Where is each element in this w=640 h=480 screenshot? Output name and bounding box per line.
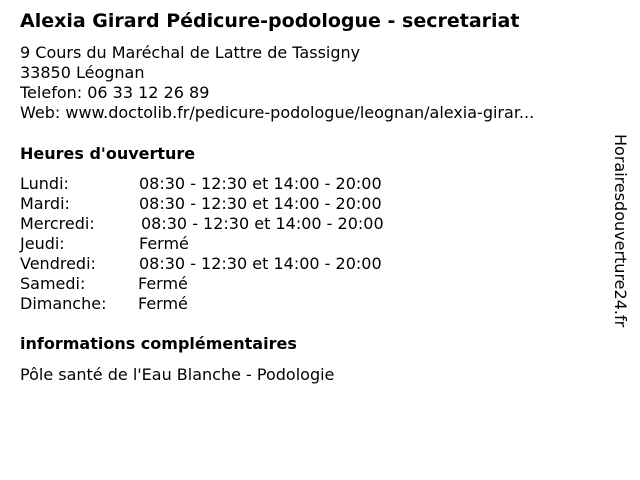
hours-value: Fermé: [138, 274, 188, 293]
hours-value: 08:30 - 12:30 et 14:00 - 20:00: [139, 194, 382, 213]
hours-value: Fermé: [138, 294, 188, 313]
address-phone: Telefon: 06 33 12 26 89: [20, 83, 210, 102]
address-city: 33850 Léognan: [20, 63, 145, 82]
address-block: [20, 43, 534, 123]
day-label: Mardi:: [20, 194, 70, 213]
address-street: 9 Cours du Maréchal de Lattre de Tassigny: [20, 43, 361, 62]
day-label: Samedi:: [20, 274, 86, 293]
hours-value: 08:30 - 12:30 et 14:00 - 20:00: [141, 214, 384, 233]
day-label: Jeudi:: [20, 234, 65, 253]
day-label: Lundi:: [20, 174, 69, 193]
hours-value: 08:30 - 12:30 et 14:00 - 20:00: [139, 174, 382, 193]
day-label: Dimanche:: [20, 294, 107, 313]
page-title: Alexia Girard Pédicure-podologue - secretariat: [20, 10, 520, 32]
additional-info-text: Pôle santé de l'Eau Blanche - Podologie: [20, 365, 335, 384]
day-label: Mercredi:: [20, 214, 95, 233]
day-label: Vendredi:: [20, 254, 96, 273]
hours-value: 08:30 - 12:30 et 14:00 - 20:00: [139, 254, 382, 273]
address-web: Web: www.doctolib.fr/pedicure-podologue/leognan/alexia-girar...: [20, 103, 535, 122]
opening-hours-heading: Heures d'ouverture: [20, 144, 196, 163]
additional-info-heading: informations complémentaires: [20, 334, 297, 353]
site-watermark: Horairesdouverture24.fr: [611, 134, 630, 328]
hours-value: Fermé: [139, 234, 189, 253]
